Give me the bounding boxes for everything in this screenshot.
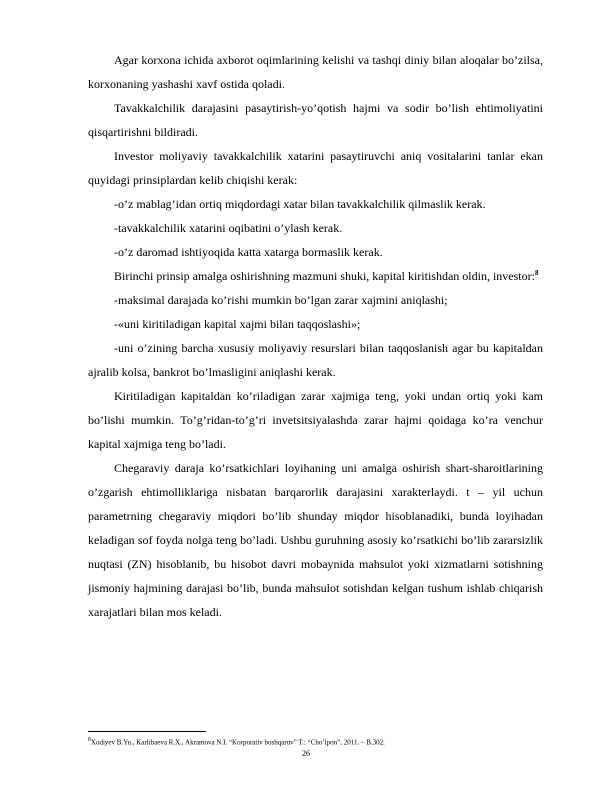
paragraph-11: Kiritiladigan kapitaldan ko’riladigan zarar xajmiga teng, yoki undan ortiq yoki kam bo’lishi mumkin. To’g’ridan-to’g’ri invetsitsiyalashda zarar hajmi qoidaga ko’ra venchur kapital xajmiga teng bo’ladi. <box>88 389 543 451</box>
paragraph-12: Chegaraviy daraja ko’rsatkichlari loyihaning uni amalga oshirish shart-sharoitlarining o’zgarish ehtimolliklariga nisbatan barqarorlik darajasini xarakterlaydi. t – yil uchun parametrning chegaraviy miqdori bo’lib shunday miqdor hisoblanadiki, bunda loyihadan keladigan sof foyda nolga teng bo’ladi. Ushbu guruhning asosiy ko’rsatkichi bo’lib zararsizlik nuqtasi (ZN) hisoblanib, bu hisobot davri mobaynida mahsulot yoki xizmatlarni sotishning jismoniy hajmining darajasi bo’lib, bunda mahsulot sotishdan kelgan tushum ishlab chiqarish xarajatlari bilan mos keladi. <box>88 461 543 619</box>
paragraph-3: Investor moliyaviy tavakkalchilik xatarini pasaytiruvchi aniq vositalarini tanlar ekan quyidagi prinsiplardan kelib chiqishi kerak: <box>88 149 543 187</box>
paragraph-2: Tavakkalchilik darajasini pasaytirish-yo’qotish hajmi va sodir bo’lish ehtimoliyatini qisqartirishni bildiradi. <box>88 101 543 139</box>
paragraph-10: -uni o’zining barcha xususiy moliyaviy resurslari bilan taqqoslanish agar bu kapitaldan ajralib kolsa, bankrot bo’lmasligini aniqlashi kerak. <box>88 341 543 379</box>
paragraph-7 <box>88 264 543 288</box>
paragraph-6: -o’z daromad ishtiyoqida katta xatarga bormaslik kerak. <box>114 245 383 259</box>
footnote <box>88 736 543 747</box>
paragraph-9: -«uni kiritiladigan kapital xajmi bilan taqqoslashi»; <box>114 317 361 331</box>
body-text <box>88 48 543 624</box>
footnote-divider <box>88 731 206 732</box>
paragraph-1: Agar korxona ichida axborot oqimlarining kelishi va tashqi diniy bilan aloqalar bo’zilsa, korxonaning yashashi xavf ostida qoladi. <box>88 53 543 91</box>
page-number: 26 <box>302 749 310 758</box>
footnote-reference[interactable]: 8 <box>534 269 539 277</box>
paragraph-5: -tavakkalchilik xatarini oqibatini o’ylash kerak. <box>114 221 343 235</box>
footnote-text: Xodiyev B.Yu., Karlibaeva R.X., Akramova N.I. “Korporativ boshqaruv” T.: “Cho’lpon”, 2011. – B.302. <box>90 738 385 747</box>
footnote-number: 8 <box>88 737 91 743</box>
paragraph-7-text: Birinchi prinsip amalga oshirishning mazmuni shuki, kapital kiritishdan oldin, investor: <box>114 269 535 283</box>
paragraph-4: -o’z mablag’idan ortiq miqdordagi xatar bilan tavakkalchilik qilmaslik kerak. <box>114 197 486 211</box>
paragraph-8: -maksimal darajada ko’rishi mumkin bo’lgan zarar xajmini aniqlashi; <box>114 293 448 307</box>
